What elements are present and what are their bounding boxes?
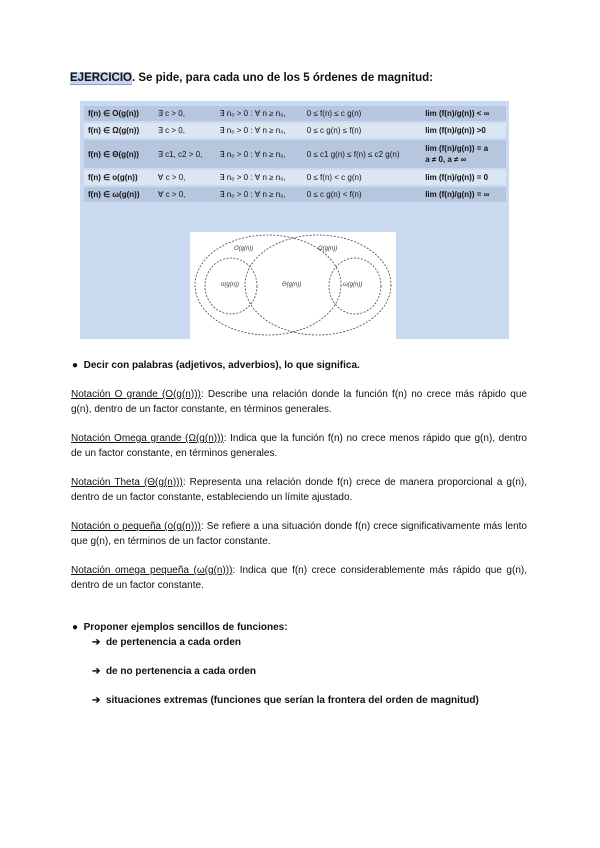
notation-text: : Representa una relación donde f(n) crece de manera proporcional a g(n), dentro de un factor constante, estableciendo un límite ajustado.: [71, 477, 527, 503]
sub-item-text: situaciones extremas (funciones que serían la frontera del orden de magnitud): [105, 695, 479, 706]
limit-cell: lim (f(n)/g(n)) = 0: [421, 170, 506, 185]
arrow-icon: ➔: [92, 637, 101, 648]
sub-item-text: de no pertenencia a cada orden: [105, 666, 256, 677]
inequality-cell: 0 ≤ c g(n) ≤ f(n): [303, 123, 421, 138]
notation-big-o: [71, 387, 527, 417]
table-row: [84, 187, 506, 202]
limit-cell: lim (f(n)/g(n)) = ∞: [421, 187, 506, 202]
inequality-cell: 0 ≤ f(n) ≤ c g(n): [303, 106, 421, 121]
sub-item: [92, 637, 241, 648]
notation-text: : Indica que la función f(n) no crece menos rápido que g(n), dentro de un factor constante, en términos generales.: [71, 433, 527, 459]
little-o-label: o(g(n)): [221, 282, 240, 288]
arrow-icon: ➔: [92, 666, 101, 677]
inequality-cell: 0 ≤ c g(n) < f(n): [303, 187, 421, 202]
threshold-cell: ∃ n₀ > 0 : ∀ n ≥ n₀,: [216, 187, 303, 202]
threshold-cell: ∃ n₀ > 0 : ∀ n ≥ n₀,: [216, 106, 303, 121]
table-row: [84, 123, 506, 138]
notation-text: : Describe una relación donde la función f(n) no crece más rápido que g(n), dentro de un factor constante, en términos generales.: [71, 389, 527, 415]
notation-theta: [71, 475, 527, 505]
venn-diagram: [190, 232, 396, 339]
notation-label: Notación Omega grande (Ω(g(n))): [71, 433, 224, 444]
notation-text: : Se refiere a una situación donde f(n) crece significativamente más lento que g(n), en términos de un factor constante.: [71, 521, 527, 547]
notation-little-omega: [71, 563, 527, 593]
order-cell: f(n) ∈ O(g(n)): [84, 106, 154, 121]
quantifier-cell: ∃ c1, c2 > 0,: [154, 140, 216, 168]
exercise-title-text: . Se pide, para cada uno de los 5 órdenes de magnitud:: [132, 72, 433, 84]
order-cell: f(n) ∈ Ω(g(n)): [84, 123, 154, 138]
arrow-icon: ➔: [92, 695, 101, 706]
order-cell: f(n) ∈ Θ(g(n)): [84, 140, 154, 168]
quantifier-cell: ∃ c > 0,: [154, 106, 216, 121]
notation-label: Notación o pequeña (o(g(n))): [71, 521, 201, 532]
notation-big-omega: [71, 431, 527, 461]
threshold-cell: ∃ n₀ > 0 : ∀ n ≥ n₀,: [216, 170, 303, 185]
order-cell: f(n) ∈ o(g(n)): [84, 170, 154, 185]
inequality-cell: 0 ≤ f(n) < c g(n): [303, 170, 421, 185]
little-omega-label: ω(g(n)): [343, 282, 363, 288]
notation-text: : Indica que f(n) crece considerablemente más rápido que g(n), dentro de un factor constante.: [71, 565, 527, 591]
order-cell: f(n) ∈ ω(g(n)): [84, 187, 154, 202]
table-row: [84, 106, 506, 121]
table-row: [84, 170, 506, 185]
notation-label: Notación O grande (O(g(n))): [71, 389, 201, 400]
limit-cell: lim (f(n)/g(n)) >0: [421, 123, 506, 138]
notation-label: Notación omega pequeña (ω(g(n))): [71, 565, 233, 576]
notation-little-o: [71, 519, 527, 549]
sub-item-text: de pertenencia a cada orden: [105, 637, 242, 648]
exercise-label: EJERCICIO: [70, 72, 132, 84]
notation-label: Notación Theta (Θ(g(n))): [71, 477, 183, 488]
sub-item: [92, 695, 479, 706]
quantifier-cell: ∃ c > 0,: [154, 123, 216, 138]
bullet-describe: ● Decir con palabras (adjetivos, adverbios), lo que significa.: [72, 360, 360, 371]
limit-cell: lim (f(n)/g(n)) = a a ≠ 0, a ≠ ∞: [421, 140, 506, 168]
big-o-label: O(g(n)): [234, 246, 254, 252]
bullet-examples: ● Proponer ejemplos sencillos de funciones:: [72, 622, 288, 633]
exercise-title: [70, 72, 433, 84]
limit-cell: lim (f(n)/g(n)) < ∞: [421, 106, 506, 121]
inequality-cell: 0 ≤ c1 g(n) ≤ f(n) ≤ c2 g(n): [303, 140, 421, 168]
omega-label: Ω(g(n)): [318, 246, 338, 252]
quantifier-cell: ∀ c > 0,: [154, 187, 216, 202]
bullet-describe-text: Decir con palabras (adjetivos, adverbios), lo que significa.: [83, 360, 360, 371]
table-row: [84, 140, 506, 168]
orders-table: [84, 104, 506, 204]
bullet-examples-text: Proponer ejemplos sencillos de funciones:: [83, 622, 288, 633]
quantifier-cell: ∀ c > 0,: [154, 170, 216, 185]
theta-label: Θ(g(n)): [282, 282, 302, 288]
threshold-cell: ∃ n₀ > 0 : ∀ n ≥ n₀,: [216, 123, 303, 138]
threshold-cell: ∃ n₀ > 0 : ∀ n ≥ n₀,: [216, 140, 303, 168]
sub-item: [92, 666, 256, 677]
